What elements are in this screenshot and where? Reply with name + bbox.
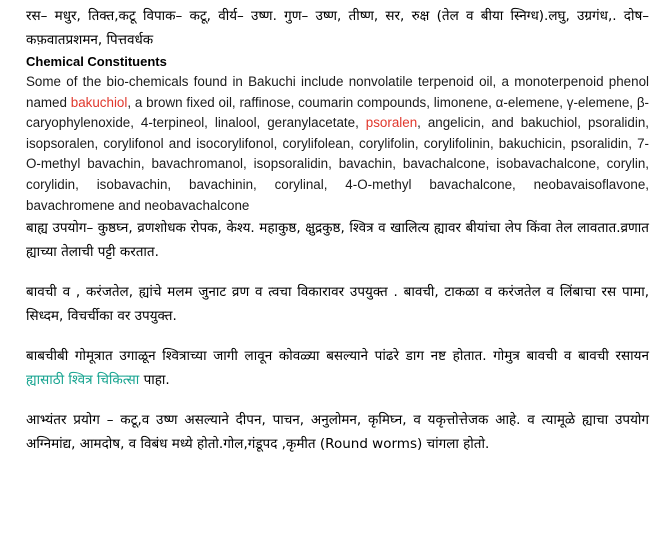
gomutra-text-part-2: पाहा. <box>139 372 170 389</box>
gomutra-paragraph <box>26 344 649 392</box>
rasa-guna-paragraph: रस– मधुर, तिक्त,कटू विपाक– कटू, वीर्य– उष्ण. गुण– उष्ण, तीष्ण, सर, रुक्ष (तेल व बीया स्निग्ध).लघु, उग्रगंध,. दोष– कफ़वातप्रशमन, पित्तवर्धक <box>26 8 649 48</box>
chemical-text-part-3: , angelicin, and bakuchiol, psoralidin, isopsoralen, corylifonol and isocorylifonol, corylifolean, corylifolin, corylifolinin, bakuchicin, psoralidin, 7-O-methyl bavachin, bavachromanol, isopsoralidin, bavachin, bavachalcone, isobavachalcone, corylin, corylidin, isobavachin, bavachinin, corylinal, 4-O-methyl bavachalcone, neobavaisoflavone, bavachromene and neobavachalcone <box>26 115 649 213</box>
chemical-constituents-heading: Chemical Constituents <box>26 54 167 69</box>
paragraph-spacer <box>26 264 649 280</box>
psoralen-highlight: psoralen <box>365 115 418 131</box>
internal-use-paragraph: आभ्यंतर प्रयोग – कटू,व उष्ण असल्याने दीपन, पाचन, अनुलोमन, कृमिघ्न, व यकृत्तोत्तेजक आहे. व त्यामूळे ह्याचा उपयोग अग्निमांद्य, आमदोष, व विबंध मध्ये होतो.गोल,गंडूपद ,कृमीत (Round worms) चांगला होतो. <box>26 412 649 453</box>
bakuchiol-highlight: bakuchiol <box>70 94 128 110</box>
chemical-text-part-1: Some of the bio-chemicals found in Bakuchi include nonvolatile terpenoid oil, a monoterpenoid phenol named <box>26 74 649 110</box>
paragraph-spacer <box>26 392 649 408</box>
external-use-paragraph: बाह्य उपयोग– कुष्ठघ्न, व्रणशोधक रोपक, केश्य. महाकुष्ठ, क्षुद्रकुष्ठ, श्वित्र व खालित्य ह्यावर बीयांचा लेप किंवा तेल लावतात.व्रणात ह्याच्या तेलाची पट्टी करतात. <box>26 220 649 261</box>
chemical-constituents-paragraph <box>26 72 649 216</box>
shwitra-chikitsa-link[interactable]: ह्यासाठी श्वित्र चिकित्सा <box>26 372 140 389</box>
paragraph-spacer <box>26 328 649 344</box>
ointment-paragraph: बावची व , करंजतेल, ह्यांचे मलम जुनाट व्रण व त्वचा विकारावर उपयुक्त . बावची, टाकळा व करंजतेल व लिंबाचा रस पामा, सिध्दम, विचर्चीका वर उपयुक्त. <box>26 284 649 325</box>
gomutra-text-part-1: बाबचीबी गोमूत्रात उगाळून श्वित्राच्या जागी लावून कोवळ्या बसल्याने पांढरे डाग नष्ट होतात. गोमुत्र बावची व बावची रसायन <box>26 348 649 365</box>
chemical-text-part-2: , a brown fixed oil, raffinose, coumarin compounds, limonene, α-elemene, γ-elemene, β-caryophylenoxide, 4-terpineol, linalool, geranylacetate, <box>26 94 649 131</box>
